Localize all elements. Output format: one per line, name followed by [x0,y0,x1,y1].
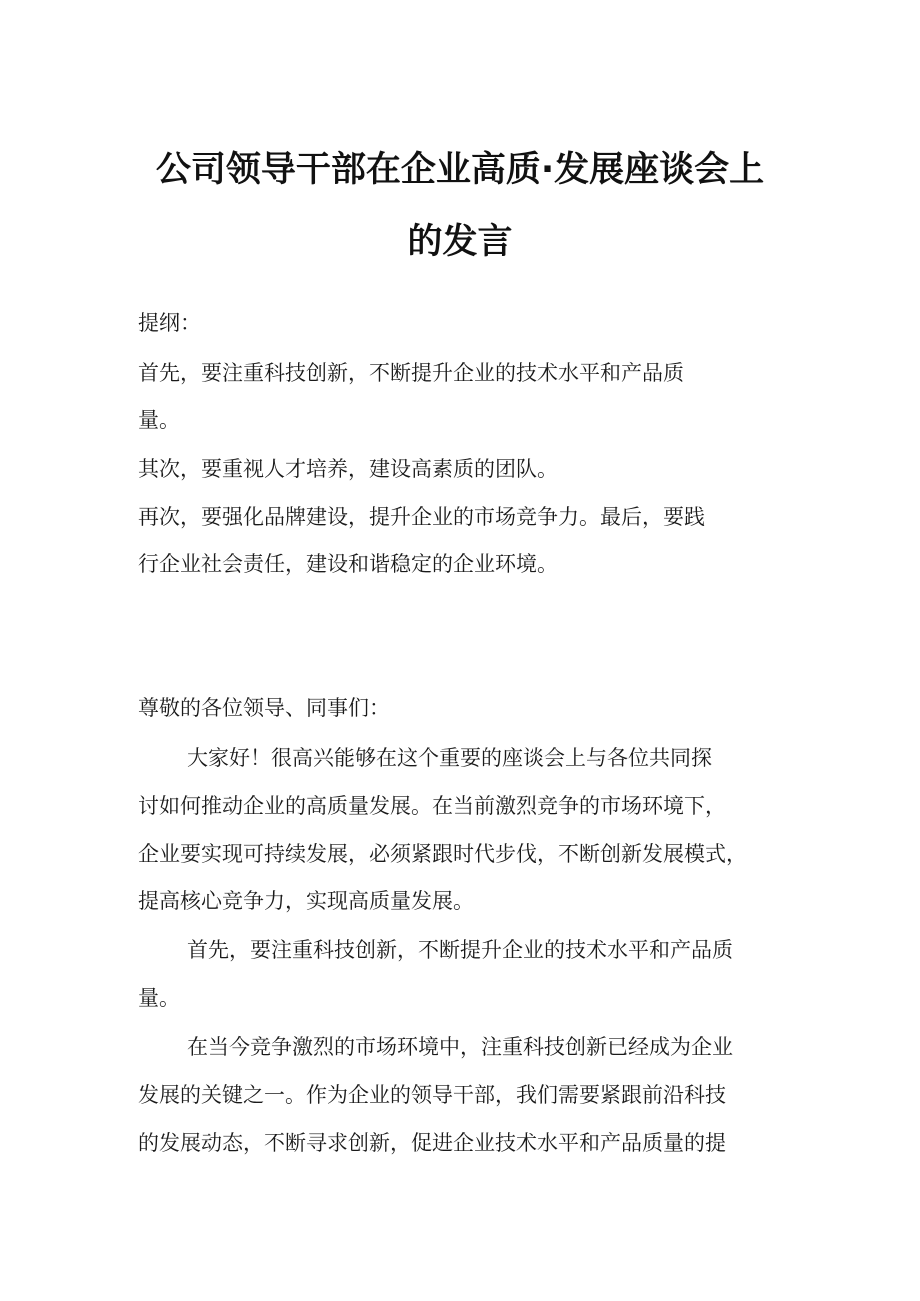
body-line: 大家好！很高兴能够在这个重要的座谈会上与各位共同探 [187,746,712,770]
body-line: 提高核心竞争力，实现高质量发展。 [138,889,474,913]
outline-line: 再次，要强化品牌建设，提升企业的市场竞争力。最后，要践 [138,505,705,529]
document-title-line-1: 公司领导干部在企业高质·发展座谈会上 [155,150,765,190]
body-line: 的发展动态，不断寻求创新，促进企业技术水平和产品质量的提 [138,1131,726,1155]
body-line: 量。 [138,986,180,1010]
body-line: 在当今竞争激烈的市场环境中，注重科技创新已经成为企业 [187,1035,733,1059]
outline-line: 其次，要重视人才培养，建设高素质的团队。 [138,457,558,481]
document-title-line-2: 的发言 [407,222,513,262]
body-line: 发展的关键之一。作为企业的领导干部，我们需要紧跟前沿科技 [138,1083,726,1107]
greeting: 尊敬的各位领导、同事们： [138,696,390,720]
body-line: 讨如何推动企业的高质量发展。在当前激烈竞争的市场环境下， [138,794,726,818]
outline-line: 量。 [138,408,180,432]
body-line: 企业要实现可持续发展，必须紧跟时代步伐，不断创新发展模式， [138,842,747,866]
outline-line: 行企业社会责任，建设和谐稳定的企业环境。 [138,552,558,576]
body-line: 首先，要注重科技创新，不断提升企业的技术水平和产品质 [187,938,733,962]
outline-heading: 提纲： [138,311,201,335]
outline-line: 首先，要注重科技创新，不断提升企业的技术水平和产品质 [138,361,684,385]
